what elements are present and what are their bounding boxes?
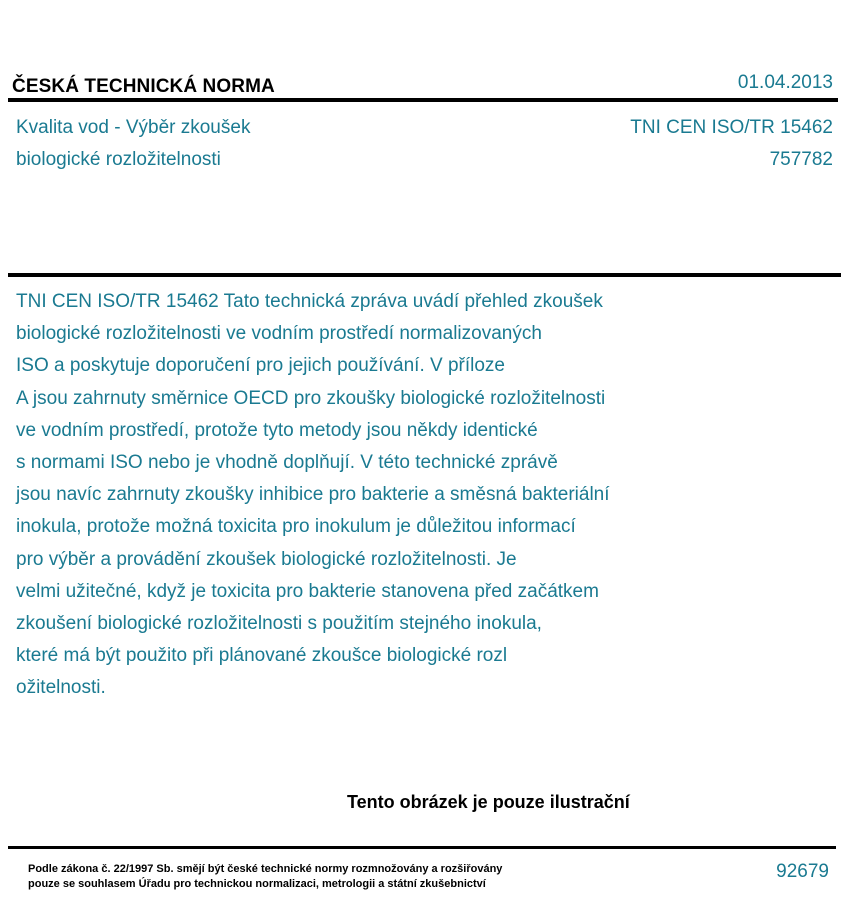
middle-divider [8,273,841,277]
abstract-line: jsou navíc zahrnuty zkoušky inhibice pro bakterie a směsná bakteriální [16,484,610,506]
illustration-notice: Tento obrázek je pouze ilustrační [347,792,630,812]
top-divider [8,98,838,102]
bottom-divider [8,846,836,849]
abstract-line: zkoušení biologické rozložitelnosti s použitím stejného inokula, [16,613,542,635]
copyright-notice [28,862,502,892]
copyright-line: Podle zákona č. 22/1997 Sb. smějí být české technické normy rozmnožovány a rozšiřovány [28,863,503,875]
abstract-line: A jsou zahrnuty směrnice OECD pro zkoušky biologické rozložitelnosti [16,387,606,409]
issue-date: 01.04.2013 [737,72,833,93]
abstract-line: s normami ISO nebo je vhodně doplňují. V této technické zprávě [16,452,558,474]
standard-code: TNI CEN ISO/TR 15462 [630,117,833,138]
copyright-line: pouze se souhlasem Úřadu pro technickou normalizaci, metrologii a státní zkušebnictví [28,878,486,890]
abstract-line: inokula, protože možná toxicita pro inokulum je důležitou informací [16,516,576,538]
abstract-text [16,286,706,705]
abstract-line: TNI CEN ISO/TR 15462 Tato technická zpráva uvádí přehled zkoušek [16,291,603,312]
abstract-line: ve vodním prostředí, protože tyto metody jsou někdy identické [16,419,538,441]
catalog-number: 757782 [769,149,833,170]
footer-document-number: 92679 [776,861,829,882]
abstract-line: pro výběr a provádění zkoušek biologické rozložitelnosti. Je [16,548,517,570]
abstract-line: velmi užitečné, když je toxicita pro bakterie stanovena před začátkem [16,580,599,602]
abstract-line: ISO a poskytuje doporučení pro jejich používání. V příloze [16,355,505,377]
standard-header-title: ČESKÁ TECHNICKÁ NORMA [12,76,275,97]
abstract-line: biologické rozložitelnosti ve vodním prostředí normalizovaných [16,323,542,345]
document-title-line-1: Kvalita vod - Výběr zkoušek [16,117,251,138]
document-title-line-2: biologické rozložitelnosti [16,149,221,170]
abstract-line: ožitelnosti. [16,677,106,699]
abstract-line: které má být použito při plánované zkoušce biologické rozl [16,645,508,667]
